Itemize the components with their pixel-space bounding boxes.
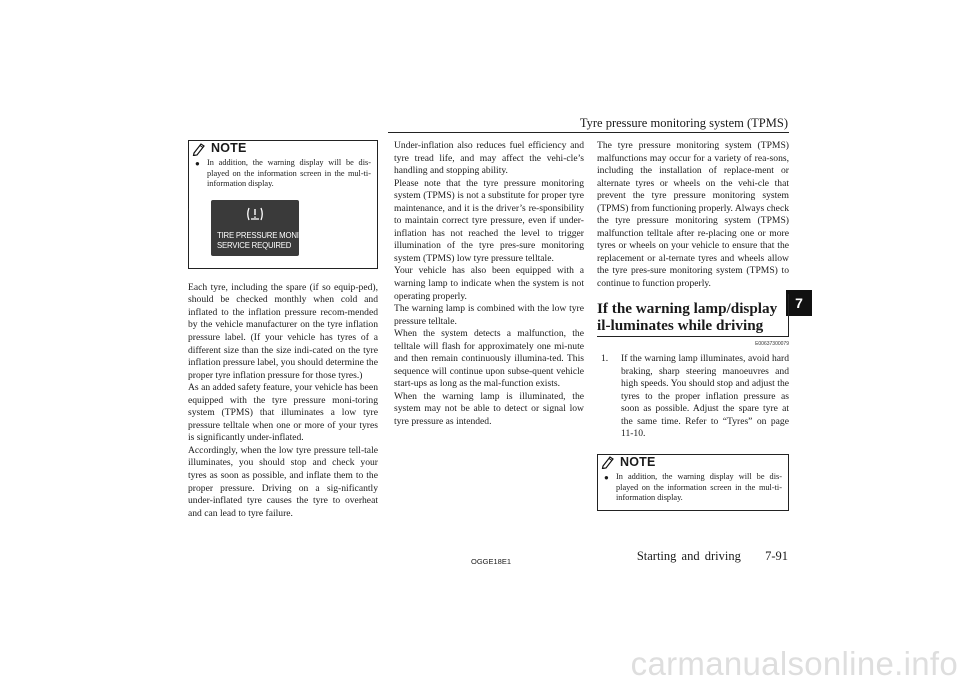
paragraph: Each tyre, including the spare (if so equip-ped), should be checked monthly when cold and inflated to the inflation pressure recom-mended by the vehicle manufacturer on the tyre inflation pressure label. (If your vehicle has tyres of a different size than the size indi-cated on the tyre inflation pressure label, you should determine the proper tyre inflation pressure for those tyres.)	[188, 281, 378, 381]
bullet-icon: ●	[604, 472, 609, 482]
note-pencil-icon	[192, 142, 208, 156]
note-item	[195, 158, 371, 190]
item-number: 1.	[601, 353, 609, 365]
bullet-icon: ●	[195, 159, 200, 168]
note-pencil-icon	[601, 455, 617, 469]
section-heading: If the warning lamp/display il-luminates while driving	[597, 294, 789, 337]
paragraph: The tyre pressure monitoring system (TPMS) malfunctions may occur for a variety of rea-sons, including the installation of replace-ment or alternate tyres or wheels on the vehi-cle that prevent the tyre pressure monitoring system (TPMS) from functioning properly. Always check the tyre pressure monitoring system (TPMS) malfunction telltale after re-placing one or more tyres or wheels on your vehicle to ensure that the replacement or al-ternate tyres and wheels allow the tyre pres-sure monitoring system (TPMS) to continue to function properly.	[597, 140, 789, 290]
column-1	[188, 140, 378, 520]
note-text: In addition, the warning display will be dis-played on the information screen in the mul-ti-information display.	[616, 471, 782, 503]
note-header	[598, 455, 782, 470]
footer-section-name: Starting and driving	[636, 549, 741, 563]
tire-pressure-warning-icon	[246, 206, 264, 222]
note-label: NOTE	[620, 455, 656, 470]
display-text-line-1: TIRE PRESSURE MONITOR	[217, 230, 315, 240]
paragraph: As an added safety feature, your vehicle has been equipped with the tyre pressure moni-toring system (TPMS) that illuminates a low tyre pressure telltale when one or more of your tyres is significantly under-inflated.	[188, 382, 378, 444]
paragraph: Accordingly, when the low tyre pressure tell-tale illuminates, you should stop and check your tyres as soon as possible, and inflate them to the proper pressure. Driving on a sig-nificantly under-inflated tyre causes the tyre to overheat and can lead to tyre failure.	[188, 444, 378, 519]
paragraph: Please note that the tyre pressure monitoring system (TPMS) is not a substitute for proper tyre maintenance, and it is the driver’s re-sponsibility to maintain correct tyre pressure, even if under-inflation has not reached the level to trigger illumination of the tyre pres-sure monitoring system (TPMS) low tyre pressure telltale.	[394, 177, 584, 264]
note-text: In addition, the warning display will be dis-played on the information screen in the mul-ti-information display.	[207, 158, 371, 189]
numbered-item	[597, 353, 789, 441]
paragraph: Your vehicle has also been equipped with a warning lamp to indicate when the system is not operating properly.	[394, 265, 584, 302]
column-3	[597, 140, 789, 511]
chapter-tab: 7	[786, 290, 812, 316]
header-rule	[388, 132, 789, 133]
column-2	[394, 140, 584, 429]
page-header-title: Tyre pressure monitoring system (TPMS)	[579, 116, 788, 130]
note-label: NOTE	[211, 141, 247, 156]
page-number: 7-91	[765, 549, 788, 563]
note-item	[604, 472, 782, 504]
watermark: carmanualsonline.info	[630, 645, 958, 682]
item-text: If the warning lamp illuminates, avoid hard braking, sharp steering manoeuvres and high speeds. You should stop and adjust the tyres to the proper inflation pressure as soon as possible. Adjust the spare tyre at the same time. Refer to “Tyres” on page 11-10.	[621, 353, 789, 440]
note-header	[189, 141, 371, 156]
footer-code: OGGE18E1	[471, 557, 512, 566]
display-text-line-2: SERVICE REQUIRED	[217, 240, 292, 250]
paragraph: Under-inflation also reduces fuel efficiency and tyre tread life, and may affect the vehi-cle’s handling and stopping ability.	[394, 140, 584, 177]
footer-section	[637, 549, 788, 564]
paragraph: When the system detects a malfunction, the telltale will flash for approximately one mi-nute and then remain continuously illumina-ted. This sequence will continue upon subse-quent vehicle start-ups as long as the mal-function exists.	[394, 328, 584, 390]
note-box-1	[188, 140, 378, 269]
section-code: E00637300079	[755, 340, 789, 347]
tpms-display-image	[211, 200, 315, 256]
paragraph: The warning lamp is combined with the low tyre pressure telltale.	[394, 303, 584, 327]
paragraph: When the warning lamp is illuminated, the system may not be able to detect or signal low tyre pressure as intended.	[394, 390, 584, 428]
note-box-2	[597, 454, 789, 511]
